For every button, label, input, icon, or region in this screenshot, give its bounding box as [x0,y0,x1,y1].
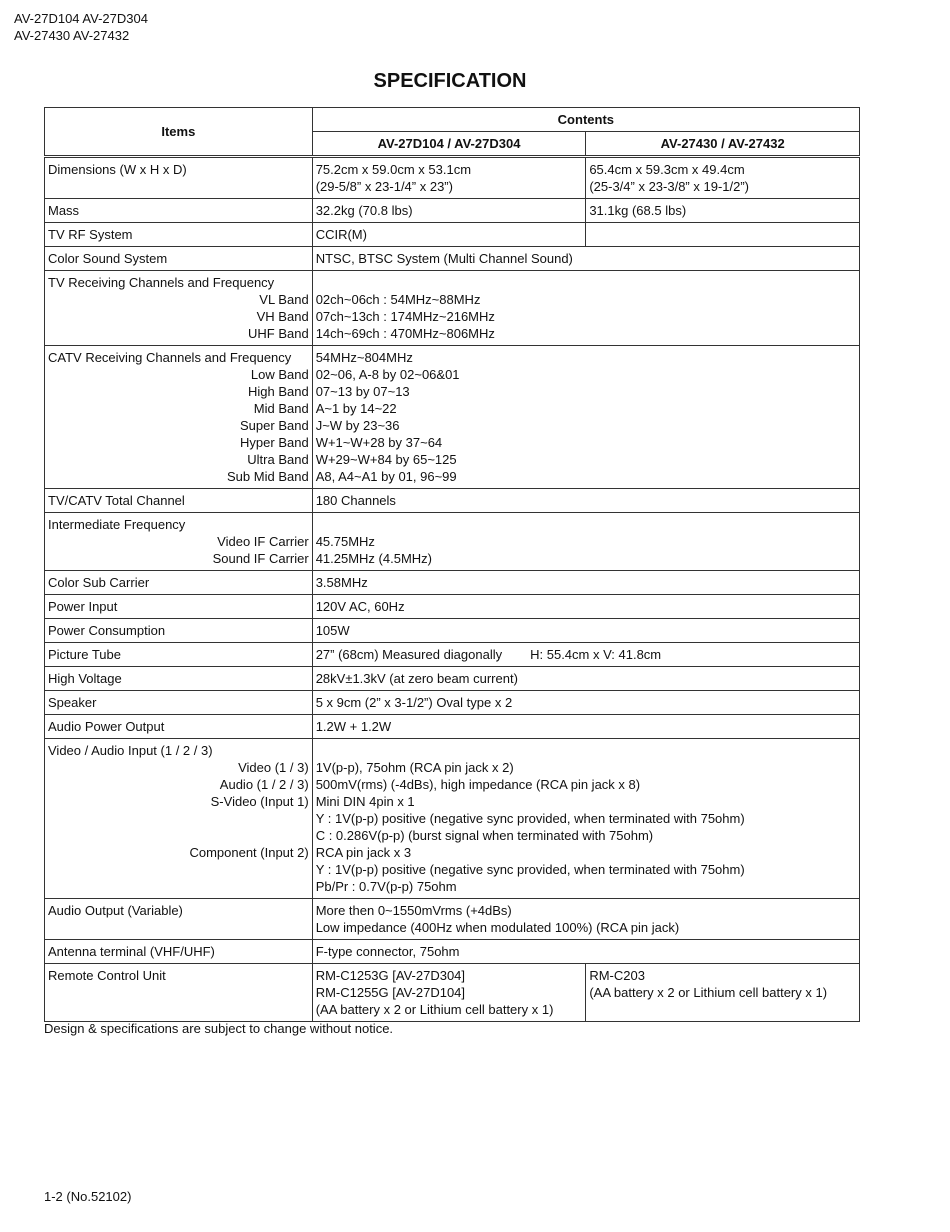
hyper-band-label: Hyper Band [240,435,309,450]
svideo-y-value: Y : 1V(p-p) positive (negative sync provided, when terminated with 75ohm) [315,811,745,826]
mid-band-label: Mid Band [253,401,309,416]
total-channel-value: 180 Channels [312,489,859,513]
sub-mid-band-value: A8, A4~A1 by 01, 96~99 [315,469,457,484]
tv-rf-model-a: CCIR(M) [312,223,586,247]
dimensions-a-metric: 75.2cm x 59.0cm x 53.1cm [315,162,472,177]
table-row [45,739,860,899]
specification-table [44,107,860,1022]
hyper-band-value: W+1~W+28 by 37~64 [315,435,443,450]
color-sub-value: 3.58MHz [312,571,859,595]
table-row [45,513,860,571]
dimensions-b-metric: 65.4cm x 59.3cm x 49.4cm [589,162,745,177]
svideo-input-value: Mini DIN 4pin x 1 [315,794,415,809]
av-input-labels [45,739,313,899]
table-row [45,715,860,739]
total-channel-label: TV/CATV Total Channel [45,489,313,513]
if-label: Intermediate Frequency [48,517,186,532]
tv-rf-label: TV RF System [45,223,313,247]
picture-tube-label: Picture Tube [45,643,313,667]
ultra-band-value: W+29~W+84 by 65~125 [315,452,457,467]
remote-label: Remote Control Unit [45,964,313,1022]
table-row [45,643,860,667]
contents-header: Contents [312,108,859,132]
vh-band-value: 07ch~13ch : 174MHz~216MHz [315,309,495,324]
video-if-value: 45.75MHz [315,534,375,549]
component-input-value: RCA pin jack x 3 [315,845,412,860]
vl-band-label: VL Band [259,292,309,307]
remote-model-b [586,964,860,1022]
audio-output-values [312,899,859,940]
color-sub-label: Color Sub Carrier [45,571,313,595]
high-voltage-label: High Voltage [45,667,313,691]
component-pbpr-value: Pb/Pr : 0.7V(p-p) 75ohm [315,879,457,894]
catv-labels [45,346,313,489]
table-row [45,199,860,223]
remote-model-a [312,964,586,1022]
if-values [312,513,859,571]
video-input-value: 1V(p-p), 75ohm (RCA pin jack x 2) [315,760,514,775]
dimensions-model-a [312,157,586,199]
remote-b-line-2: (AA battery x 2 or Lithium cell battery x 1) [589,985,828,1000]
mass-label: Mass [45,199,313,223]
sound-if-label: Sound IF Carrier [212,551,309,566]
high-voltage-value: 28kV±1.3kV (at zero beam current) [312,667,859,691]
table-row [45,691,860,715]
tv-receiving-label: TV Receiving Channels and Frequency [48,275,275,290]
table-row [45,157,860,199]
model-line-1: AV-27D104 AV-27D304 [14,11,148,26]
audio-input-value: 500mV(rms) (-4dBs), high impedance (RCA pin jack x 8) [315,777,641,792]
table-row [45,489,860,513]
remote-b-line-1: RM-C203 [589,968,645,983]
tv-rf-model-b [586,223,860,247]
mass-model-b: 31.1kg (68.5 lbs) [586,199,860,223]
dimensions-b-imperial: (25-3/4” x 23-3/8” x 19-1/2”) [589,179,750,194]
model-b-header: AV-27430 / AV-27432 [586,132,860,157]
table-row [45,899,860,940]
dimensions-label: Dimensions (W x H x D) [45,157,313,199]
audio-power-label: Audio Power Output [45,715,313,739]
component-y-value: Y : 1V(p-p) positive (negative sync provided, when terminated with 75ohm) [315,862,745,877]
audio-input-label: Audio (1 / 2 / 3) [219,777,309,792]
remote-a-line-3: (AA battery x 2 or Lithium cell battery x 1) [315,1002,554,1017]
sub-mid-band-label: Sub Mid Band [227,469,309,484]
picture-tube-diagonal: 27” (68cm) Measured diagonally [315,647,503,662]
sound-if-value: 41.25MHz (4.5MHz) [315,551,432,566]
speaker-value: 5 x 9cm (2” x 3-1/2”) Oval type x 2 [312,691,859,715]
audio-output-level: More then 0~1550mVrms (+4dBs) [315,903,512,918]
table-row [45,223,860,247]
table-row [45,571,860,595]
video-if-label: Video IF Carrier [217,534,309,549]
items-header: Items [45,108,313,157]
audio-power-value: 1.2W + 1.2W [312,715,859,739]
high-band-label: High Band [247,384,309,399]
table-row [45,346,860,489]
table-row [45,964,860,1022]
av-input-values [312,739,859,899]
dimensions-model-b [586,157,860,199]
mass-model-a: 32.2kg (70.8 lbs) [312,199,586,223]
av-input-label: Video / Audio Input (1 / 2 / 3) [48,743,213,758]
tv-receiving-labels [45,271,313,346]
ultra-band-label: Ultra Band [247,452,309,467]
super-band-value: J~W by 23~36 [315,418,400,433]
picture-tube-dimensions: H: 55.4cm x V: 41.8cm [530,647,662,662]
dimensions-a-imperial: (29-5/8” x 23-1/4” x 23”) [315,179,453,194]
disclaimer-note: Design & specifications are subject to change without notice. [44,1021,394,1036]
model-a-header: AV-27D104 / AV-27D304 [312,132,586,157]
table-row [45,595,860,619]
table-row [45,667,860,691]
document-header [14,10,148,44]
high-band-value: 07~13 by 07~13 [315,384,410,399]
table-row [45,619,860,643]
uhf-band-label: UHF Band [247,326,309,341]
antenna-value: F-type connector, 75ohm [312,940,859,964]
remote-a-line-1: RM-C1253G [AV-27D304] [315,968,466,983]
page-title: SPECIFICATION [373,70,527,92]
mid-band-value: A~1 by 14~22 [315,401,397,416]
speaker-label: Speaker [45,691,313,715]
catv-label: CATV Receiving Channels and Frequency [48,350,292,365]
video-input-label: Video (1 / 3) [238,760,309,775]
svideo-c-value: C : 0.286V(p-p) (burst signal when terminated with 75ohm) [315,828,654,843]
table-row [45,940,860,964]
picture-tube-values [312,643,859,667]
power-consumption-label: Power Consumption [45,619,313,643]
if-labels [45,513,313,571]
component-input-label: Component (Input 2) [189,845,309,860]
super-band-label: Super Band [240,418,309,433]
vh-band-label: VH Band [256,309,309,324]
model-line-2: AV-27430 AV-27432 [14,28,130,43]
catv-values [312,346,859,489]
uhf-band-value: 14ch~69ch : 470MHz~806MHz [315,326,495,341]
audio-output-impedance: Low impedance (400Hz when modulated 100%) (RCA pin jack) [315,920,680,935]
audio-output-label: Audio Output (Variable) [45,899,313,940]
page-number: 1-2 (No.52102) [44,1189,132,1204]
color-sound-value: NTSC, BTSC System (Multi Channel Sound) [312,247,859,271]
power-input-value: 120V AC, 60Hz [312,595,859,619]
table-row [45,247,860,271]
power-consumption-value: 105W [312,619,859,643]
color-sound-label: Color Sound System [45,247,313,271]
tv-receiving-values [312,271,859,346]
low-band-label: Low Band [250,367,309,382]
power-input-label: Power Input [45,595,313,619]
remote-a-line-2: RM-C1255G [AV-27D104] [315,985,466,1000]
antenna-label: Antenna terminal (VHF/UHF) [45,940,313,964]
vl-band-value: 02ch~06ch : 54MHz~88MHz [315,292,481,307]
table-row [45,271,860,346]
svideo-input-label: S-Video (Input 1) [210,794,309,809]
low-band-value: 02~06, A-8 by 02~06&01 [315,367,460,382]
catv-value: 54MHz~804MHz [315,350,413,365]
